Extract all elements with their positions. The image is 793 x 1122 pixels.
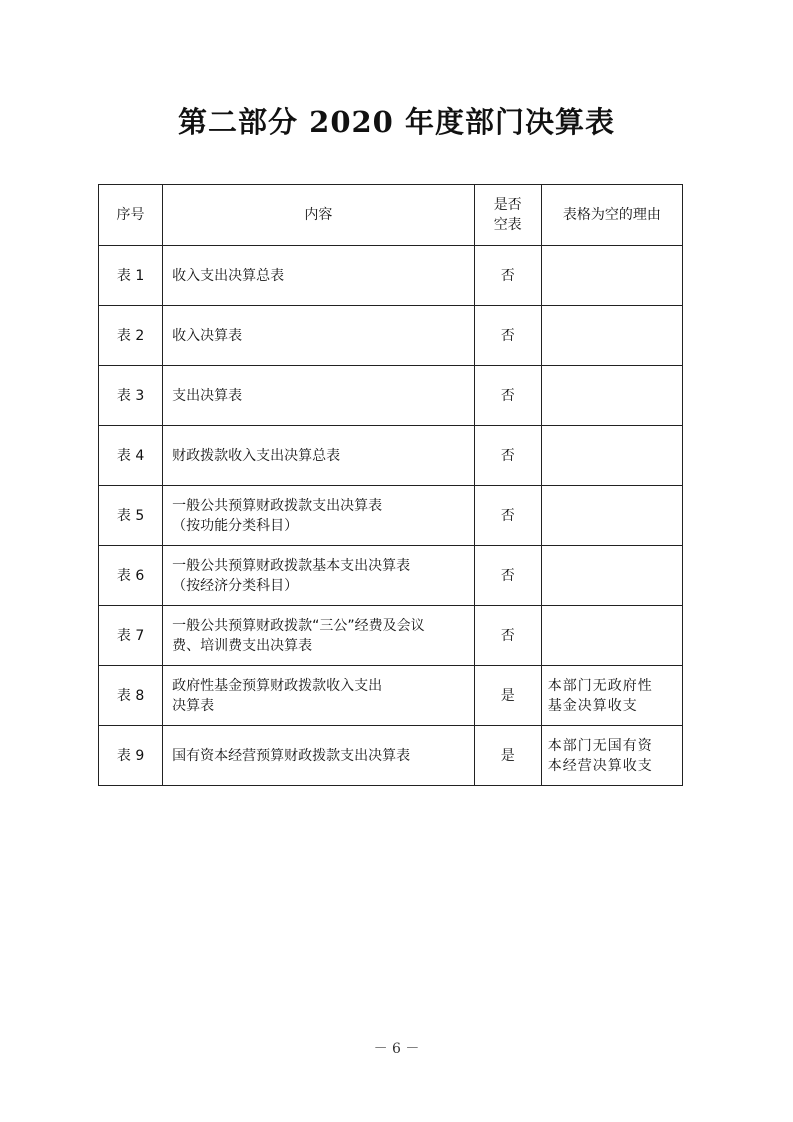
table-header-row — [99, 185, 683, 246]
table-row — [99, 666, 683, 726]
row-content-line: （按功能分类科目） — [172, 517, 299, 534]
row-is-empty: 否 — [474, 546, 541, 606]
header-is-empty-line2: 空表 — [493, 217, 522, 233]
table-row — [99, 426, 683, 486]
row-content-line: 一般公共预算财政拨款“三公”经费及会议 — [172, 617, 425, 634]
table-row — [99, 306, 683, 366]
row-reason — [541, 546, 682, 606]
row-seq: 表 1 — [99, 246, 163, 306]
row-reason — [541, 426, 682, 486]
row-content — [163, 606, 475, 666]
row-content-line: 收入决算表 — [172, 327, 243, 344]
row-content — [163, 366, 475, 426]
row-content-line: 收入支出决算总表 — [172, 267, 285, 284]
table-row — [99, 606, 683, 666]
page-title: 第二部分 2020 年度部门决算表 — [178, 105, 615, 139]
row-content-line: 支出决算表 — [172, 387, 243, 404]
row-reason — [541, 726, 682, 786]
row-content-line: 国有资本经营预算财政拨款支出决算表 — [172, 747, 411, 764]
row-is-empty: 否 — [474, 366, 541, 426]
row-seq: 表 5 — [99, 486, 163, 546]
row-reason — [541, 666, 682, 726]
row-reason-line: 本部门无国有资 — [547, 737, 653, 754]
row-seq: 表 7 — [99, 606, 163, 666]
header-is-empty — [474, 185, 541, 246]
row-reason — [541, 606, 682, 666]
row-content-line: 财政拨款收入支出决算总表 — [172, 447, 341, 464]
row-reason-line: 本部门无政府性 — [547, 677, 653, 694]
table-row — [99, 486, 683, 546]
row-seq: 表 9 — [99, 726, 163, 786]
row-content — [163, 246, 475, 306]
row-seq: 表 6 — [99, 546, 163, 606]
row-reason — [541, 366, 682, 426]
row-content-line: 费、培训费支出决算表 — [172, 637, 313, 654]
row-content — [163, 546, 475, 606]
table-row — [99, 366, 683, 426]
row-is-empty: 否 — [474, 246, 541, 306]
header-content: 内容 — [163, 185, 475, 246]
row-content-line: 政府性基金预算财政拨款收入支出 — [172, 677, 383, 694]
row-reason — [541, 246, 682, 306]
row-reason — [541, 486, 682, 546]
header-is-empty-line1: 是否 — [493, 197, 522, 213]
row-content-line: （按经济分类科目） — [172, 577, 299, 594]
row-content — [163, 726, 475, 786]
row-seq: 表 3 — [99, 366, 163, 426]
row-content-line: 一般公共预算财政拨款基本支出决算表 — [172, 557, 411, 574]
row-is-empty: 否 — [474, 606, 541, 666]
row-is-empty: 否 — [474, 306, 541, 366]
row-is-empty: 否 — [474, 426, 541, 486]
table-row — [99, 726, 683, 786]
row-is-empty: 是 — [474, 726, 541, 786]
row-content-line: 一般公共预算财政拨款支出决算表 — [172, 497, 383, 514]
final-accounts-table — [98, 184, 683, 786]
row-content — [163, 486, 475, 546]
row-reason — [541, 306, 682, 366]
row-is-empty: 否 — [474, 486, 541, 546]
row-reason-line: 本经营决算收支 — [547, 757, 653, 774]
header-seq: 序号 — [99, 185, 163, 246]
row-seq: 表 2 — [99, 306, 163, 366]
table-row — [99, 546, 683, 606]
table-body — [99, 246, 683, 786]
row-seq: 表 4 — [99, 426, 163, 486]
row-seq: 表 8 — [99, 666, 163, 726]
header-reason: 表格为空的理由 — [541, 185, 682, 246]
row-content-line: 决算表 — [172, 697, 215, 714]
table-row — [99, 246, 683, 306]
row-content — [163, 666, 475, 726]
row-content — [163, 426, 475, 486]
row-content — [163, 306, 475, 366]
page-number: － 6 － — [373, 1041, 420, 1057]
row-reason-line: 基金决算收支 — [547, 697, 638, 714]
row-is-empty: 是 — [474, 666, 541, 726]
